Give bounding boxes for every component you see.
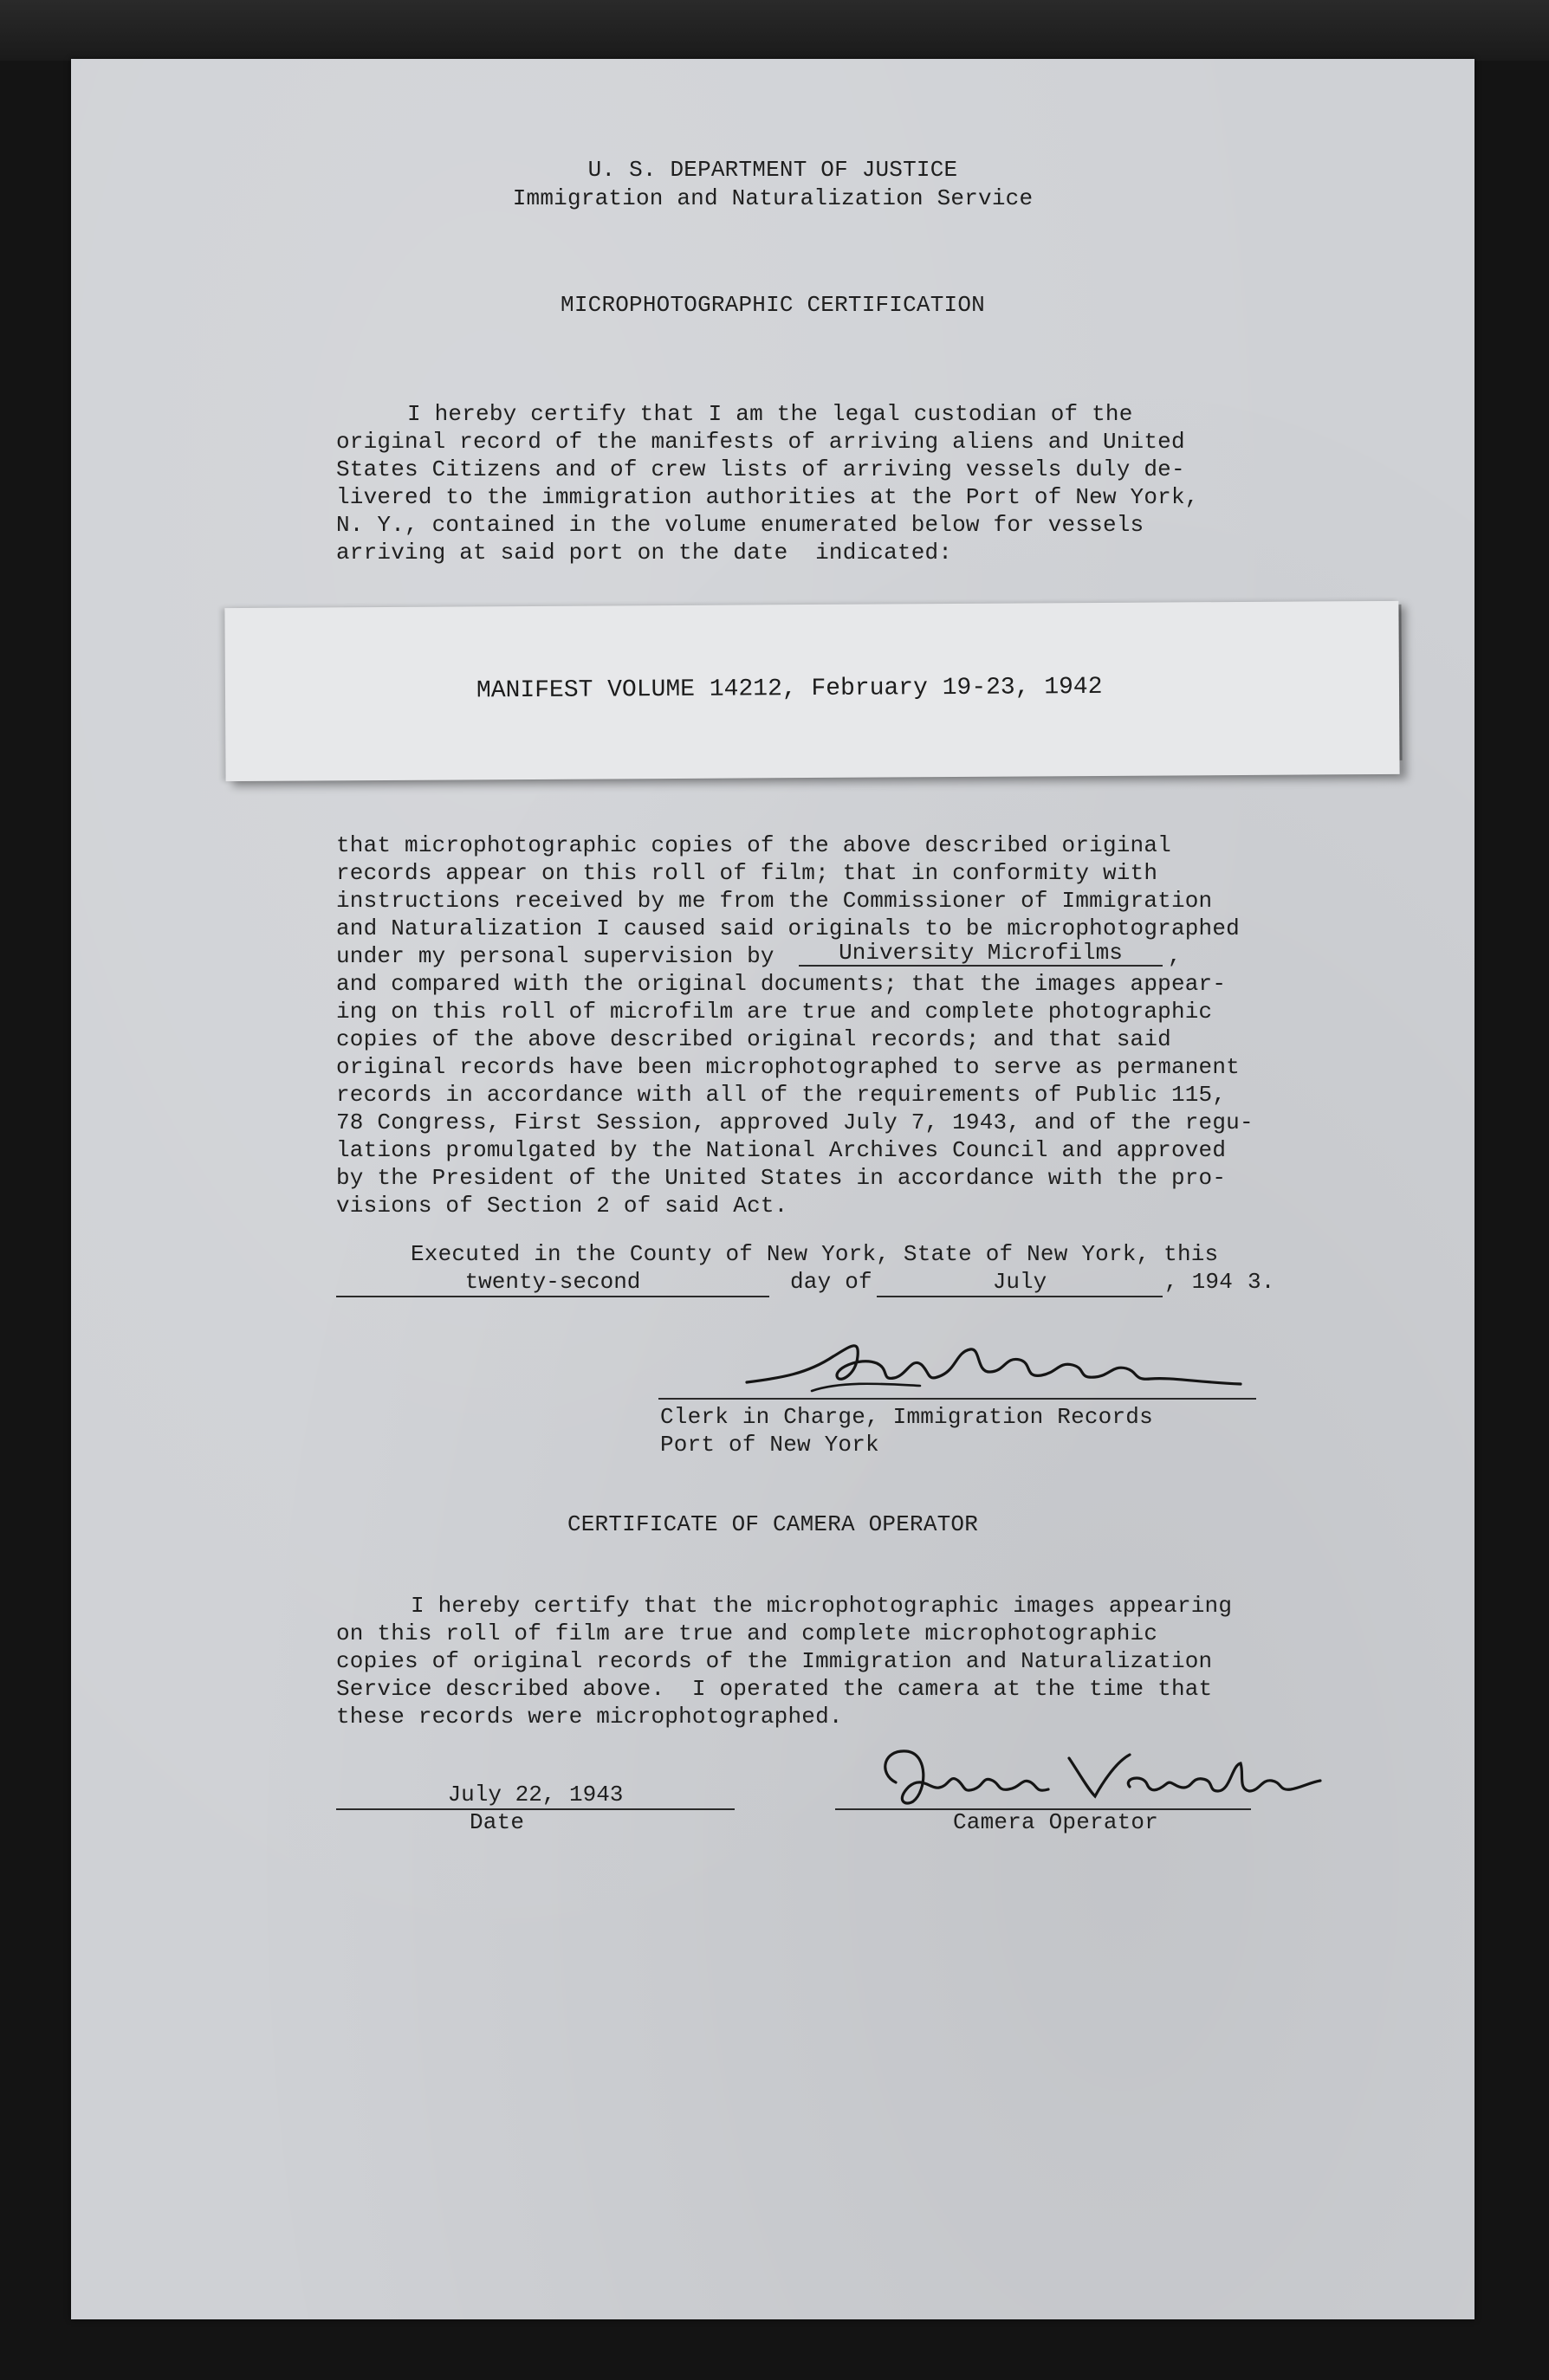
body-line: instructions received by me from the Commissioner of Immigration [336, 888, 1213, 914]
body-line: 78 Congress, First Session, approved July 7, 1943, and of the regu- [336, 1109, 1254, 1135]
clerk-title: Clerk in Charge, Immigration Records [660, 1404, 1153, 1430]
supervisor-underline [799, 965, 1163, 967]
manifest-strip [224, 601, 1399, 781]
body-line: records appear on this roll of film; that in conformity with [336, 860, 1158, 886]
camera-operator-signature-image [844, 1739, 1329, 1817]
clerk-signature-image [729, 1330, 1249, 1408]
month-underline [877, 1296, 1163, 1297]
date-label: Date [470, 1809, 525, 1835]
intro-line: livered to the immigration authorities at the Port of New York, [336, 484, 1199, 510]
executed-line: Executed in the County of New York, State of New York, this [411, 1241, 1219, 1267]
body-line: lations promulgated by the National Archives Council and approved [336, 1137, 1227, 1163]
month-value: July [992, 1269, 1047, 1295]
camera-operator-heading: CERTIFICATE OF CAMERA OPERATOR [567, 1511, 979, 1537]
clerk-signature-line [658, 1398, 1256, 1400]
document-title: MICROPHOTOGRAPHIC CERTIFICATION [561, 292, 985, 318]
clerk-location: Port of New York [660, 1432, 879, 1458]
intro-line: States Citizens and of crew lists of arriving vessels duly de- [336, 456, 1185, 482]
body-line: ing on this roll of microfilm are true and complete photographic [336, 999, 1213, 1025]
year-suffix: 3. [1248, 1269, 1275, 1295]
body-line: under my personal supervision by [336, 943, 774, 969]
intro-line: N. Y., contained in the volume enumerated below for vessels [336, 512, 1144, 538]
intro-line: I hereby certify that I am the legal custodian of the [407, 401, 1133, 427]
day-value: twenty-second [464, 1269, 641, 1295]
body-line: by the President of the United States in accordance with the pro- [336, 1165, 1227, 1191]
day-of-label: day of [790, 1269, 872, 1295]
intro-line: arriving at said port on the date indicated: [336, 540, 953, 566]
supervisor-comma: , [1168, 943, 1182, 969]
camera-line: these records were microphotographed. [336, 1704, 843, 1730]
body-line: original records have been microphotographed to serve as permanent [336, 1054, 1240, 1080]
camera-line: on this roll of film are true and complete microphotographic [336, 1620, 1158, 1646]
service-heading: Immigration and Naturalization Service [512, 185, 1034, 211]
body-line: that microphotographic copies of the above described original [336, 832, 1171, 858]
day-underline [336, 1296, 769, 1297]
camera-line: Service described above. I operated the camera at the time that [336, 1676, 1213, 1702]
date-value: July 22, 1943 [447, 1782, 624, 1808]
camera-line: copies of original records of the Immigration and Naturalization [336, 1648, 1213, 1674]
film-border [0, 0, 1549, 61]
body-line: records in accordance with all of the requirements of Public 115, [336, 1082, 1227, 1108]
date-underline [336, 1808, 735, 1810]
supervisor-value: University Microfilms [839, 940, 1123, 966]
certificate-page [71, 59, 1474, 2319]
body-line: and compared with the original documents; that the images appear- [336, 971, 1227, 997]
camera-operator-label: Camera Operator [953, 1809, 1159, 1835]
year-prefix: , 194 [1164, 1269, 1234, 1295]
body-line: visions of Section 2 of said Act. [336, 1193, 788, 1219]
manifest-volume-text: MANIFEST VOLUME 14212, February 19-23, 1942 [476, 673, 1103, 705]
body-line: and Naturalization I caused said originals to be microphotographed [336, 915, 1240, 941]
camera-line: I hereby certify that the microphotographic images appearing [411, 1593, 1233, 1619]
intro-line: original record of the manifests of arriving aliens and United [336, 429, 1185, 455]
department-heading: U. S. DEPARTMENT OF JUSTICE [587, 157, 958, 183]
body-line: copies of the above described original records; and that said [336, 1026, 1171, 1052]
